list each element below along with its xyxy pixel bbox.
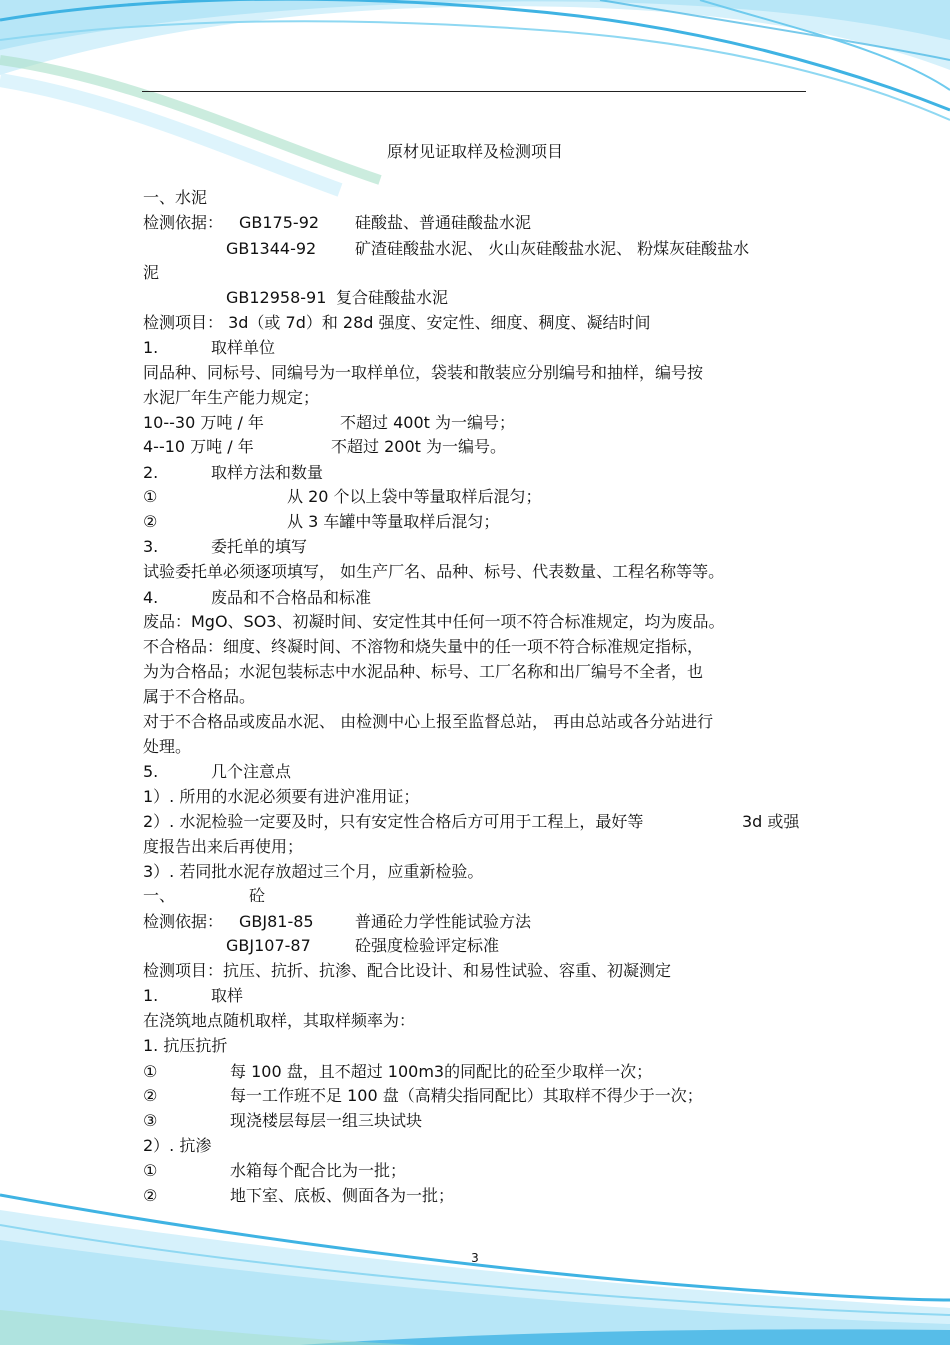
section-heading-cement: 一、水泥 <box>143 188 208 207</box>
section-number: 一、 <box>143 886 176 905</box>
standard-name: 复合硅酸盐水泥 <box>336 288 449 307</box>
standard-code: GB1344-92 <box>226 239 317 258</box>
list-marker: ① <box>143 1062 158 1081</box>
list-marker: ② <box>143 512 158 531</box>
note-text-tail: 3d 或强 <box>742 812 800 831</box>
standard-code: GBJ107-87 <box>226 936 311 955</box>
subheading-notes <box>143 761 291 783</box>
paragraph-line: 不合格品：细度、终凝时间、不溶物和烧失量中的任一项不符合标准规定指标， <box>143 637 704 656</box>
list-item <box>143 1185 454 1207</box>
document-title: 原材见证取样及检测项目 <box>386 142 563 161</box>
basis-label: 检测依据： <box>143 912 224 931</box>
subheading-sampling <box>143 985 243 1007</box>
basis-line-2 <box>226 238 749 260</box>
list-marker: ① <box>143 1161 158 1180</box>
list-item <box>143 486 542 508</box>
subheading-sampling-method <box>143 462 323 484</box>
sub-subheading: 2）. 抗渗 <box>143 1136 212 1155</box>
standard-name: 硅酸盐、普通硅酸盐水泥 <box>355 213 532 232</box>
note-line <box>143 811 799 833</box>
subheading-commission-form <box>143 536 307 558</box>
capacity-range: 4--10 万吨 / 年 <box>143 437 254 456</box>
basis-line-1 <box>143 911 531 933</box>
subheading-reject-standards <box>143 587 371 609</box>
item-title: 取样 <box>211 986 244 1005</box>
paragraph-line: 为为合格品；水泥包装标志中水泥品种、标号、工厂名称和出厂编号不全者，也 <box>143 662 704 681</box>
basis-line-3 <box>226 287 448 309</box>
capacity-range: 10--30 万吨 / 年 <box>143 413 264 432</box>
capacity-limit: 不超过 200t 为一编号。 <box>331 437 506 456</box>
section-heading-concrete <box>143 885 265 907</box>
list-text: 水箱每个配合比为一批； <box>230 1161 407 1180</box>
list-item <box>143 511 499 533</box>
subheading-sampling-unit <box>143 337 275 359</box>
list-marker: ② <box>143 1086 158 1105</box>
note-line: 度报告出来后再使用； <box>143 837 304 856</box>
item-number: 1. <box>143 986 159 1005</box>
list-text: 每 100 盘，且不超过 100m3的同配比的砼至少取样一次； <box>230 1062 653 1081</box>
paragraph-line: 试验委托单必须逐项填写， 如生产厂名、品种、标号、代表数量、工程名称等等。 <box>143 562 725 581</box>
item-title: 委托单的填写 <box>211 537 308 556</box>
paragraph-line: 同品种、同标号、同编号为一取样单位，袋装和散装应分别编号和抽样，编号按 <box>143 363 704 382</box>
item-title: 取样单位 <box>211 338 276 357</box>
test-items-cement: 检测项目： 3d（或 7d）和 28d 强度、安定性、细度、稠度、凝结时间 <box>143 313 651 332</box>
list-text: 从 20 个以上袋中等量取样后混匀； <box>287 487 542 506</box>
item-number: 2. <box>143 463 159 482</box>
page-number: 3 <box>471 1251 479 1265</box>
paragraph-line: 对于不合格品或废品水泥、 由检测中心上报至监督总站， 再由总站或各分站进行 <box>143 712 714 731</box>
list-marker: ① <box>143 487 158 506</box>
sub-subheading: 1. 抗压抗折 <box>143 1036 228 1055</box>
list-text: 地下室、底板、侧面各为一批； <box>230 1186 455 1205</box>
list-text: 从 3 车罐中等量取样后混匀； <box>287 512 500 531</box>
list-item <box>143 1061 652 1083</box>
item-title: 几个注意点 <box>211 762 292 781</box>
paragraph-line: 处理。 <box>143 737 192 756</box>
header-wave-decoration <box>0 0 950 200</box>
basis-line-2-wrap: 泥 <box>143 263 160 282</box>
list-marker: ② <box>143 1186 158 1205</box>
paragraph-line: 属于不合格品。 <box>143 687 256 706</box>
item-number: 3. <box>143 537 159 556</box>
item-number: 1. <box>143 338 159 357</box>
standard-name: 砼强度检验评定标准 <box>355 936 500 955</box>
note-line: 1）. 所用的水泥必须要有进沪准用证； <box>143 787 420 806</box>
list-item <box>143 1160 406 1182</box>
list-text: 现浇楼层每层一组三块试块 <box>230 1111 423 1130</box>
standard-code: GBJ81-85 <box>239 912 314 931</box>
capacity-limit: 不超过 400t 为一编号； <box>340 413 515 432</box>
note-text: 2）. 水泥检验一定要及时，只有安定性合格后方可用于工程上，最好等 <box>143 812 644 831</box>
item-title: 取样方法和数量 <box>211 463 324 482</box>
item-title: 废品和不合格品和标准 <box>211 588 372 607</box>
basis-line-1 <box>143 212 531 234</box>
capacity-rule-1 <box>143 412 515 434</box>
note-line: 3）. 若同批水泥存放超过三个月，应重新检验。 <box>143 862 484 881</box>
paragraph-line: 水泥厂年生产能力规定； <box>143 388 320 407</box>
basis-line-2 <box>226 935 499 957</box>
basis-label: 检测依据： <box>143 213 224 232</box>
capacity-rule-2 <box>143 436 506 458</box>
standard-name: 普通砼力学性能试验方法 <box>355 912 532 931</box>
list-marker: ③ <box>143 1111 158 1130</box>
standard-code: GB12958-91 <box>226 288 327 307</box>
test-items-concrete: 检测项目：抗压、抗折、抗渗、配合比设计、和易性试验、容重、初凝测定 <box>143 961 672 980</box>
list-item <box>143 1110 422 1132</box>
section-title: 砼 <box>249 886 266 905</box>
list-text: 每一工作班不足 100 盘（高精尖指同配比）其取样不得少于一次； <box>230 1086 703 1105</box>
item-number: 5. <box>143 762 159 781</box>
paragraph-line: 废品：MgO、SO3、初凝时间、安定性其中任何一项不符合标准规定，均为废品。 <box>143 612 725 631</box>
item-number: 4. <box>143 588 159 607</box>
standard-code: GB175-92 <box>239 213 320 232</box>
paragraph-line: 在浇筑地点随机取样，其取样频率为： <box>143 1011 416 1030</box>
header-rule <box>142 91 806 92</box>
list-item <box>143 1085 703 1107</box>
standard-name: 矿渣硅酸盐水泥、 火山灰硅酸盐水泥、 粉煤灰硅酸盐水 <box>355 239 750 258</box>
